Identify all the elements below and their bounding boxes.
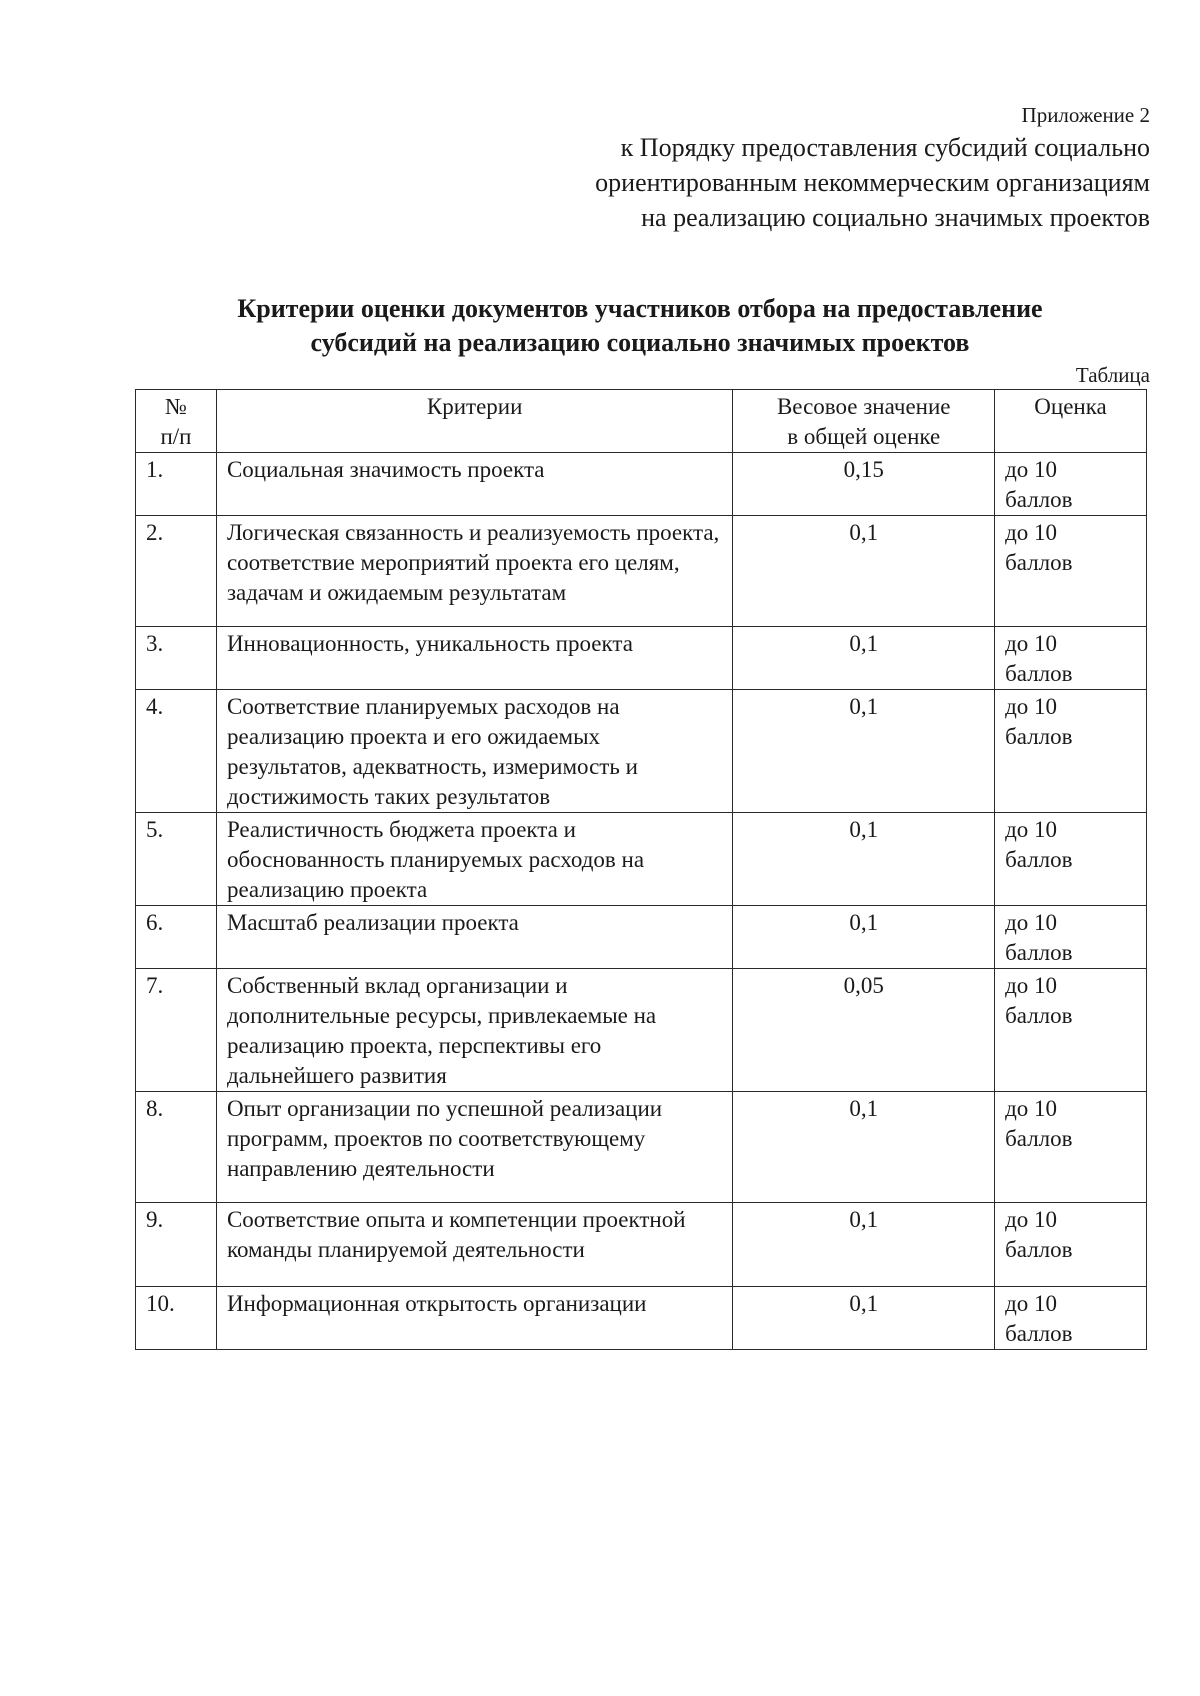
row-score [995, 1287, 1147, 1350]
header-number-line: п/п [160, 424, 192, 449]
appendix-line: на реализацию социально значимых проектов [641, 203, 1150, 232]
table-row [136, 627, 1147, 690]
row-number: 6. [136, 906, 217, 969]
appendix-line: ориентированным некоммерческим организациям [595, 168, 1150, 197]
table-row [136, 1092, 1147, 1203]
row-score [995, 906, 1147, 969]
row-score-line: до 10 [1005, 694, 1058, 719]
title-line: Критерии оценки документов участников отбора на предоставление [237, 294, 1043, 323]
table-row [136, 906, 1147, 969]
row-number: 1. [136, 453, 217, 516]
row-number: 7. [136, 969, 217, 1092]
row-score-line: баллов [1005, 1321, 1073, 1346]
table-row [136, 453, 1147, 516]
row-number: 10. [136, 1287, 217, 1350]
table-row [136, 516, 1147, 627]
row-score-line: до 10 [1005, 457, 1058, 482]
row-criteria: Социальная значимость проекта [216, 453, 732, 516]
header-weight-line: в общей оценке [787, 424, 941, 449]
row-score-line: до 10 [1005, 910, 1058, 935]
header-weight-line: Весовое значение [776, 394, 951, 419]
row-criteria: Инновационность, уникальность проекта [216, 627, 732, 690]
header-number-line: № [164, 394, 187, 419]
table-header-row [136, 390, 1147, 453]
row-criteria: Информационная открытость организации [216, 1287, 732, 1350]
row-score [995, 690, 1147, 813]
table-row [136, 690, 1147, 813]
row-number: 9. [136, 1203, 217, 1287]
row-score [995, 453, 1147, 516]
row-weight: 0,1 [733, 1203, 995, 1287]
row-score-line: баллов [1005, 550, 1073, 575]
header-number [136, 390, 217, 453]
row-score [995, 1203, 1147, 1287]
title-line: субсидий на реализацию социально значимых проектов [310, 328, 970, 357]
row-score-line: баллов [1005, 1237, 1073, 1262]
table-body [136, 453, 1147, 1350]
criteria-table [135, 389, 1147, 1350]
row-criteria: Логическая связанность и реализуемость проекта, соответствие мероприятий проекта его целям, задачам и ожидаемым результатам [216, 516, 732, 627]
row-score-line: баллов [1005, 1126, 1073, 1151]
row-score-line: до 10 [1005, 1291, 1058, 1316]
row-score-line: баллов [1005, 1003, 1073, 1028]
row-score-line: баллов [1005, 487, 1073, 512]
appendix-label: Приложение 2 [1021, 103, 1150, 127]
appendix-line: к Порядку предоставления субсидий социально [620, 133, 1150, 162]
row-score-line: баллов [1005, 724, 1073, 749]
row-number: 3. [136, 627, 217, 690]
table-row [136, 1287, 1147, 1350]
header-weight [733, 390, 995, 453]
row-weight: 0,1 [733, 1287, 995, 1350]
row-weight: 0,1 [733, 906, 995, 969]
row-criteria: Опыт организации по успешной реализации программ, проектов по соответствующему направлению деятельности [216, 1092, 732, 1203]
row-weight: 0,1 [733, 813, 995, 906]
table-caption: Таблица [1075, 363, 1150, 387]
row-score [995, 1092, 1147, 1203]
row-criteria: Масштаб реализации проекта [216, 906, 732, 969]
header-score: Оценка [995, 390, 1147, 453]
row-weight: 0,1 [733, 1092, 995, 1203]
row-number: 8. [136, 1092, 217, 1203]
row-score-line: до 10 [1005, 1096, 1058, 1121]
row-score [995, 969, 1147, 1092]
row-weight: 0,1 [733, 627, 995, 690]
row-weight: 0,1 [733, 516, 995, 627]
document-title [135, 292, 1145, 360]
row-criteria: Соответствие опыта и компетенции проектной команды планируемой деятельности [216, 1203, 732, 1287]
table-row [136, 813, 1147, 906]
row-weight: 0,1 [733, 690, 995, 813]
row-number: 5. [136, 813, 217, 906]
row-criteria: Собственный вклад организации и дополнительные ресурсы, привлекаемые на реализацию проекта, перспективы его дальнейшего развития [216, 969, 732, 1092]
table-row [136, 969, 1147, 1092]
row-weight: 0,15 [733, 453, 995, 516]
row-score [995, 813, 1147, 906]
row-score-line: до 10 [1005, 1207, 1058, 1232]
row-score [995, 516, 1147, 627]
row-score [995, 627, 1147, 690]
table-row [136, 1203, 1147, 1287]
row-number: 4. [136, 690, 217, 813]
row-score-line: баллов [1005, 940, 1073, 965]
row-score-line: баллов [1005, 847, 1073, 872]
row-score-line: до 10 [1005, 520, 1058, 545]
row-number: 2. [136, 516, 217, 627]
row-score-line: баллов [1005, 661, 1073, 686]
header-criteria: Критерии [216, 390, 732, 453]
row-criteria: Соответствие планируемых расходов на реализацию проекта и его ожидаемых результатов, адекватность, измеримость и достижимость таких результатов [216, 690, 732, 813]
row-weight: 0,05 [733, 969, 995, 1092]
row-score-line: до 10 [1005, 817, 1058, 842]
row-criteria: Реалистичность бюджета проекта и обоснованность планируемых расходов на реализацию проекта [216, 813, 732, 906]
row-score-line: до 10 [1005, 973, 1058, 998]
row-score-line: до 10 [1005, 631, 1058, 656]
appendix-header [595, 100, 1150, 235]
